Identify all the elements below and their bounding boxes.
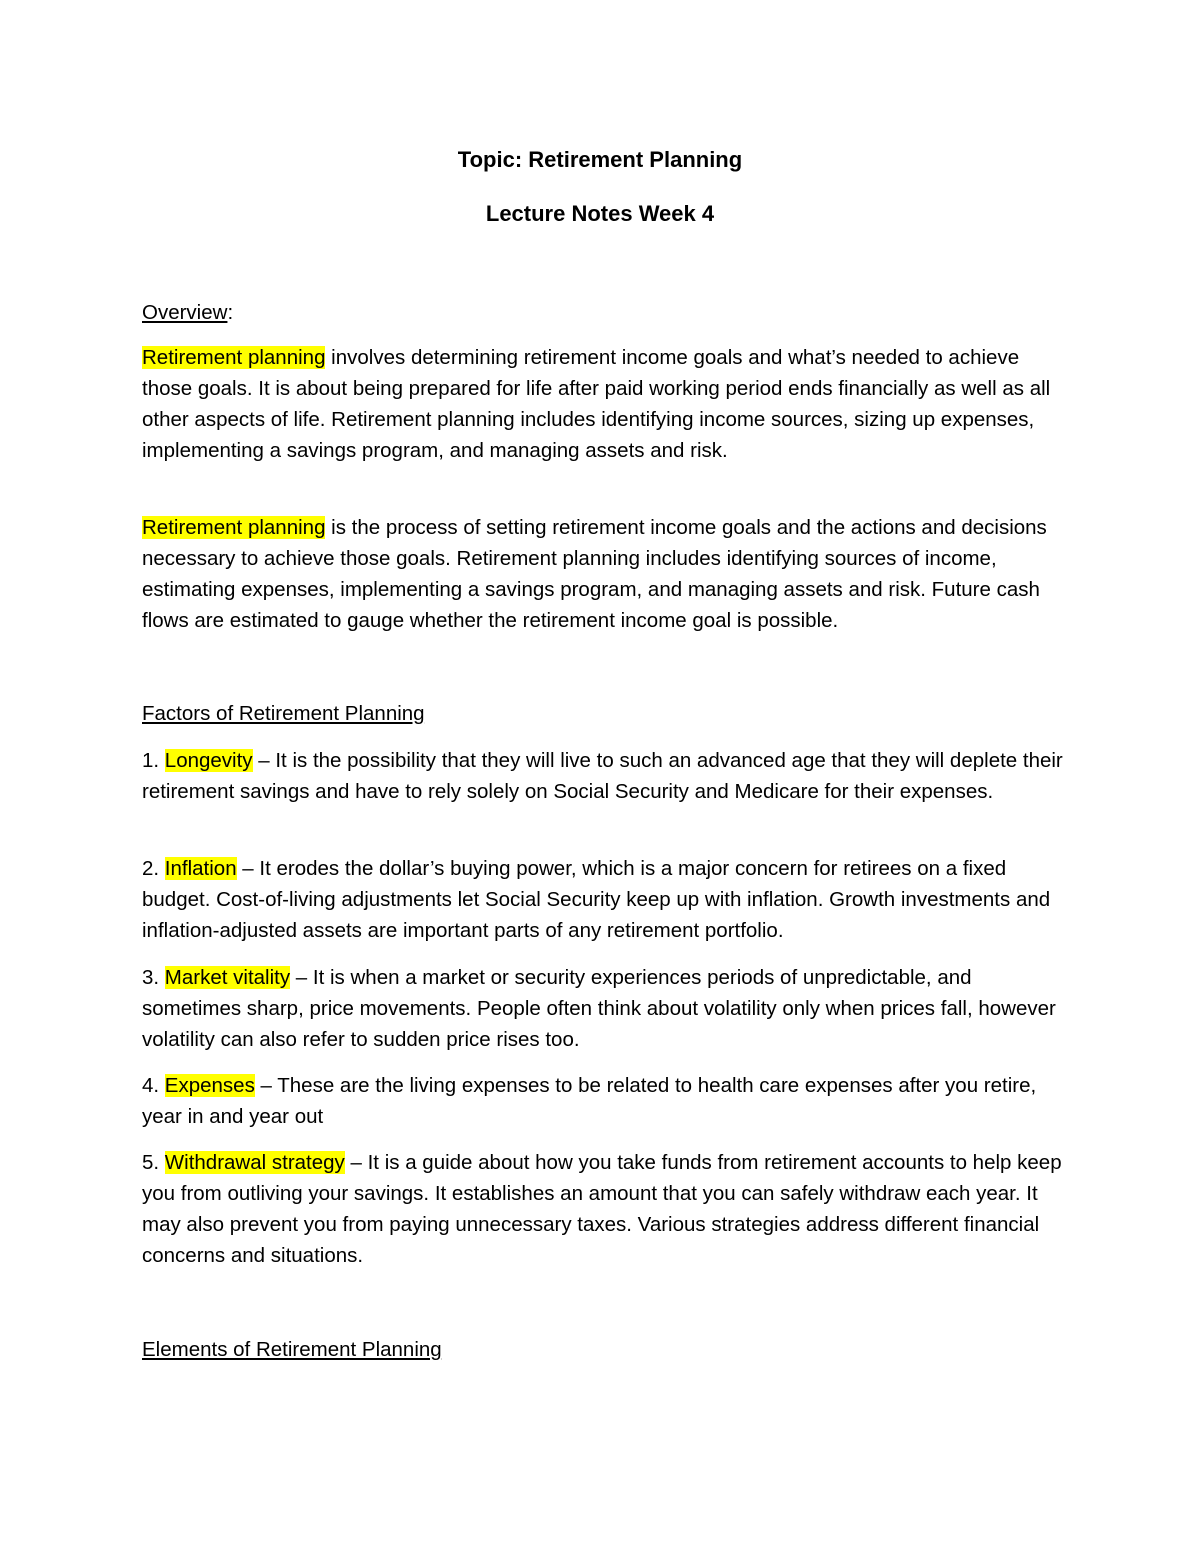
highlighted-term: Longevity — [164, 749, 253, 772]
highlighted-term: Expenses — [164, 1074, 255, 1097]
factor-item-longevity — [142, 745, 1072, 807]
factor-text: – It erodes the dollar’s buying power, which is a major concern for retirees on a fixed budget. Cost-of-living adjustments let Social Security keep up with inflation. Growth investments and inflation-adjusted assets are important parts of any retirement portfolio. — [142, 857, 1051, 942]
highlighted-term: Retirement planning — [142, 516, 326, 539]
overview-paragraph — [142, 512, 1072, 636]
paragraph-text: involves determining retirement income goals and what’s needed to achieve those goals. It is about being prepared for life after paid working period ends financially as well as all other aspects of life. Retirement planning includes identifying income sources, sizing up expenses, implementing a savings program, and managing assets and risk. — [142, 346, 1051, 462]
overview-heading: Overview — [142, 301, 228, 324]
document-title: Topic: Retirement Planning — [457, 147, 743, 172]
factor-number: 5. — [142, 1151, 165, 1174]
factors-heading: Factors of Retirement Planning — [142, 702, 425, 725]
overview-heading-line — [142, 297, 1072, 328]
highlighted-term: Inflation — [164, 857, 237, 880]
elements-heading-line — [142, 1334, 1072, 1365]
highlighted-term: Withdrawal strategy — [164, 1151, 345, 1174]
overview-heading-colon: : — [227, 301, 234, 324]
elements-heading: Elements of Retirement Planning — [142, 1338, 442, 1361]
factor-item-expenses — [142, 1070, 1072, 1132]
factor-number: 3. — [142, 966, 165, 989]
factor-text: – It is the possibility that they will live to such an advanced age that they will deplete their retirement savings and have to rely solely on Social Security and Medicare for their expenses. — [142, 749, 1063, 803]
paragraph-text: is the process of setting retirement income goals and the actions and decisions necessary to achieve those goals. Retirement planning includes identifying sources of income, estimating expenses, implementing a savings program, and managing assets and risk. Future cash flows are estimated to gauge whether the retirement income goal is possible. — [142, 516, 1047, 632]
factor-number: 1. — [142, 749, 165, 772]
factor-text: – These are the living expenses to be related to health care expenses after you retire, year in and year out — [142, 1074, 1037, 1128]
document-subtitle: Lecture Notes Week 4 — [485, 201, 715, 226]
overview-paragraph — [142, 342, 1072, 466]
factor-item-inflation — [142, 853, 1072, 946]
factor-number: 4. — [142, 1074, 165, 1097]
factor-text: – It is a guide about how you take funds from retirement accounts to help keep you from outliving your savings. It establishes an amount that you can safely withdraw each year. It may also prevent you from paying unnecessary taxes. Various strategies address different financial concerns and situations. — [142, 1151, 1062, 1267]
factor-item-withdrawal-strategy — [142, 1147, 1072, 1271]
highlighted-term: Market vitality — [164, 966, 291, 989]
factor-text: – It is when a market or security experiences periods of unpredictable, and sometimes sharp, price movements. People often think about volatility only when prices fall, however volatility can also refer to sudden price rises too. — [142, 966, 1056, 1051]
factor-number: 2. — [142, 857, 165, 880]
factors-heading-line — [142, 698, 1072, 729]
highlighted-term: Retirement planning — [142, 346, 326, 369]
factor-item-market-vitality — [142, 962, 1072, 1055]
